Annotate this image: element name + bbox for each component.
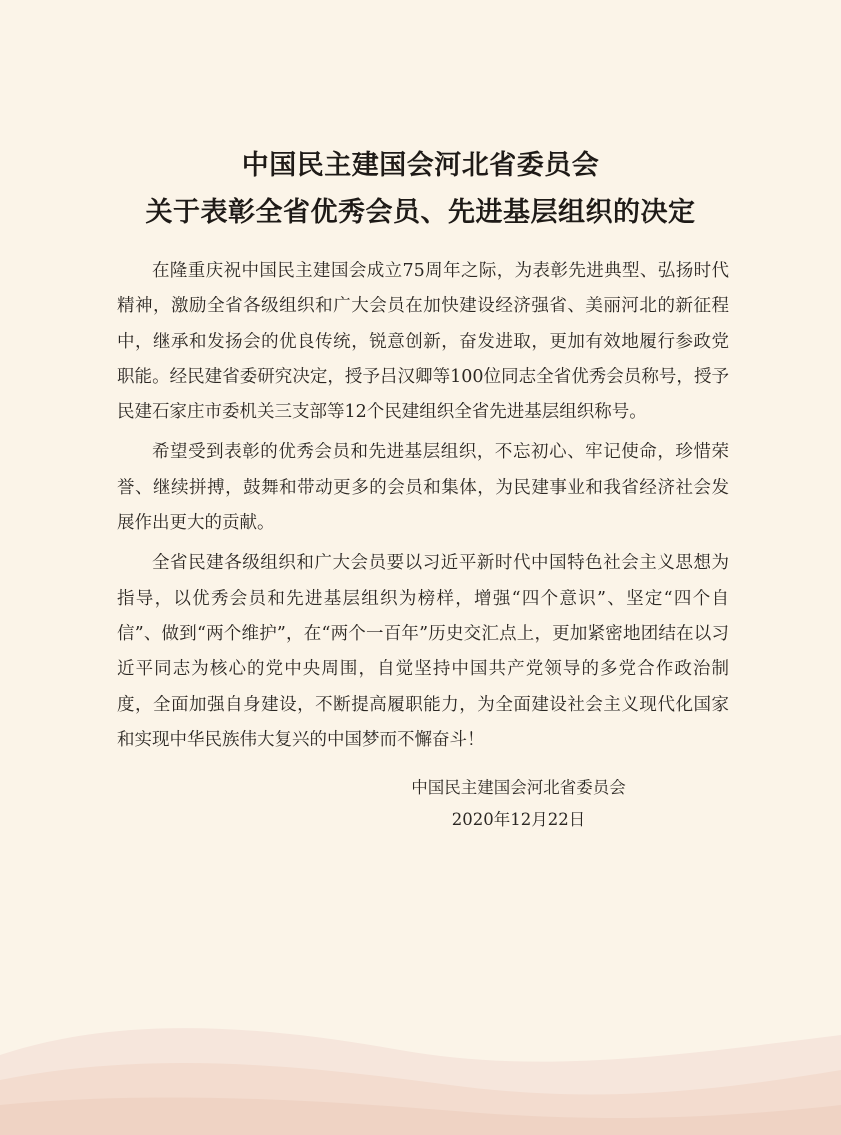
body-paragraph-1: 在隆重庆祝中国民主建国会成立75周年之际，为表彰先进典型、弘扬时代精神，激励全省各级组织和广大会员在加快建设经济强省、美丽河北的新征程中，继承和发扬会的优良传统，锐意创新，奋发进取，更加有效地履行参政党职能。经民建省委研究决定，授予吕汉卿等100位同志全省优秀会员称号，授予民建石家庄市委机关三支部等12个民建组织全省先进基层组织称号。 [117,261,729,423]
document-title-line2: 关于表彰全省优秀会员、先进基层组织的决定 [145,197,696,228]
document-body [117,254,729,763]
signature-date: 2020年12月22日 [451,810,586,829]
signature-organization: 中国民主建国会河北省委员会 [411,778,626,797]
decorative-wave-background [0,995,841,1135]
body-paragraph-3: 全省民建各级组织和广大会员要以习近平新时代中国特色社会主义思想为指导，以优秀会员和先进基层组织为榜样，增强“四个意识”、坚定“四个自信”、做到“两个维护”，在“两个一百年”历史交汇点上，更加紧密地团结在以习近平同志为核心的党中央周围，自觉坚持中国共产党领导的多党合作政治制度，全面加强自身建设，不断提高履职能力，为全面建设社会主义现代化国家和实现中华民族伟大复兴的中国梦而不懈奋斗！ [117,553,729,750]
body-paragraph-2: 希望受到表彰的优秀会员和先进基层组织，不忘初心、牢记使命，珍惜荣誉、继续拼搏，鼓舞和带动更多的会员和集体，为民建事业和我省经济社会发展作出更大的贡献。 [117,442,729,534]
signature-block [396,772,641,836]
document-title-line1: 中国民主建国会河北省委员会 [241,150,600,181]
